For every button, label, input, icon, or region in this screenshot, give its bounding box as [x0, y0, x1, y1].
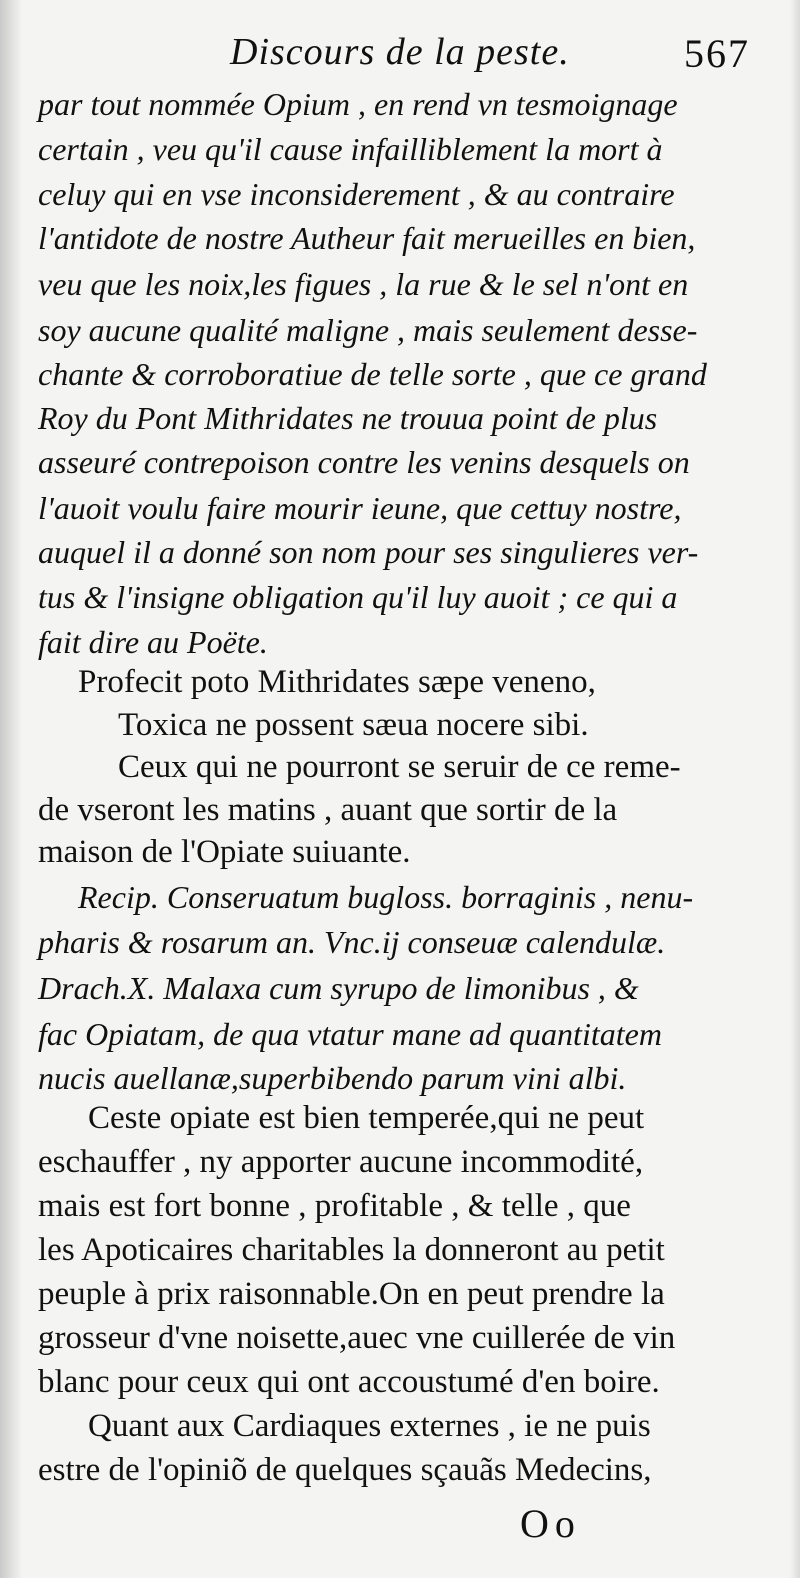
running-title: Discours de la peste.	[230, 31, 570, 73]
recipe-line: Recip. Conseruatum bugloss. borraginis , nenu-	[78, 879, 694, 915]
recipe-line: fac Opiatam, de qua vtatur mane ad quantitatem	[38, 1016, 662, 1052]
text-line: Ceux qui ne pourront se seruir de ce reme-	[118, 749, 681, 785]
text-line: de vseront les matins , auant que sortir de la	[38, 792, 618, 828]
verse-line: Profecit poto Mithridates sæpe veneno,	[78, 664, 596, 700]
text-line: Ceste opiate est bien temperée,qui ne peut	[88, 1100, 645, 1136]
text-line: Quant aux Cardiaques externes , ie ne puis	[88, 1408, 651, 1444]
text-line: celuy qui en vse inconsiderement , & au contraire	[38, 176, 675, 212]
text-line: fait dire au Poëte.	[38, 624, 268, 660]
recipe-line: pharis & rosarum an. Vnc.ij conseuæ calendulæ.	[38, 924, 666, 960]
page-number: 567	[684, 31, 750, 76]
text-line: asseuré contrepoison contre les venins desquels on	[38, 444, 690, 480]
text-line: mais est fort bonne , profitable , & telle , que	[38, 1188, 631, 1224]
text-line: soy aucune qualité maligne , mais seulement desse-	[38, 312, 698, 348]
text-line: par tout nommée Opium , en rend vn tesmoignage	[38, 86, 678, 122]
text-line: eschauffer , ny apporter aucune incommodité,	[38, 1144, 644, 1180]
running-head	[230, 30, 750, 90]
text-line: l'antidote de nostre Autheur fait merueilles en bien,	[38, 220, 696, 256]
text-line: grosseur d'vne noisette,auec vne cuillerée de vin	[38, 1320, 676, 1356]
text-line: auquel il a donné son nom pour ses singulieres ver-	[38, 534, 699, 570]
text-line: peuple à prix raisonnable.On en peut prendre la	[38, 1276, 665, 1312]
text-line: tus & l'insigne obligation qu'il luy auoit ; ce qui a	[38, 579, 678, 615]
text-line: les Apoticaires charitables la donneront au petit	[38, 1232, 665, 1268]
text-line: chante & corroboratiue de telle sorte , que ce grand	[38, 356, 707, 392]
text-line: l'auoit voulu faire mourir ieune, que cettuy nostre,	[38, 490, 682, 526]
text-line: veu que les noix,les figues , la rue & le sel n'ont en	[38, 266, 689, 302]
text-line: estre de l'opiniõ de quelques sçauãs Medecins,	[38, 1452, 652, 1488]
recipe-line: Drach.X. Malaxa cum syrupo de limonibus , &	[38, 970, 639, 1006]
text-line: Roy du Pont Mithridates ne trouua point de plus	[38, 400, 658, 436]
signature-mark: Oo	[520, 1501, 581, 1546]
text-line: certain , veu qu'il cause infailliblement la mort à	[38, 131, 663, 167]
text-line: maison de l'Opiate suiuante.	[38, 834, 411, 870]
recipe-line: nucis auellanæ,superbibendo parum vini albi.	[38, 1060, 627, 1096]
text-line: blanc pour ceux qui ont accoustumé d'en boire.	[38, 1364, 660, 1400]
verse-line: Toxica ne possent sæua nocere sibi.	[118, 707, 589, 743]
